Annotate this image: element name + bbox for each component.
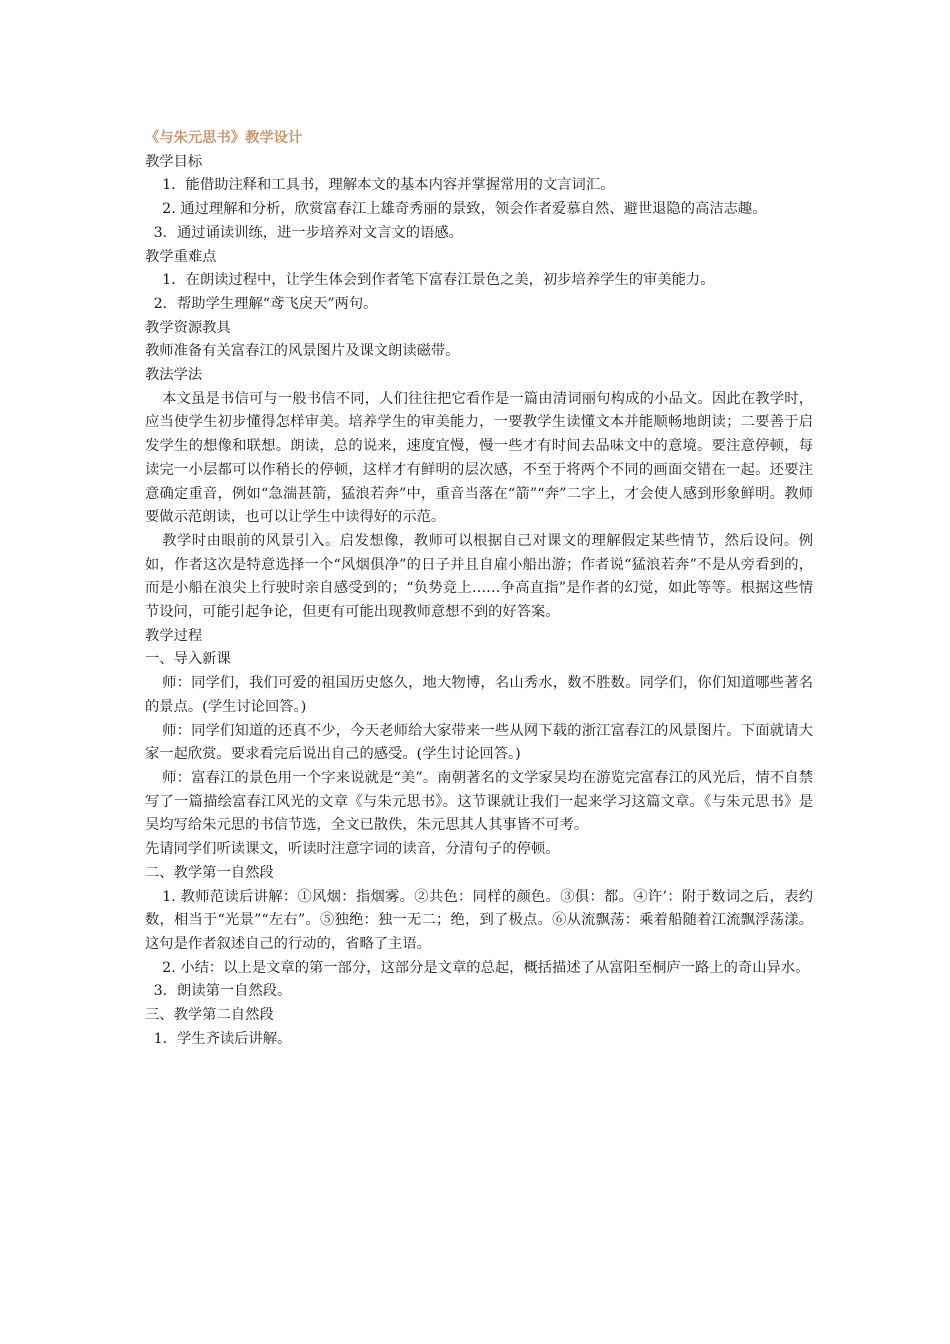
heading-process: 教学过程: [145, 627, 203, 644]
goal-item-3: 3．通过诵读训练，进一步培养对文言文的语感。: [153, 224, 463, 241]
section-3-paragraph-1: 1．学生齐读后讲解。: [153, 1030, 292, 1047]
section-2-paragraph-1: 1. 教师范读后讲解：①风烟：指烟雾。②共色：同样的颜色。③俱：都。④许’：附于数词之后，表约数，相当于“光景”“左右”。⑤独绝：独一无二；绝，到了极点。⑥从流飘荡：乘着船随着江流飘浮荡漾。这句是作者叙述自己的行动的，省略了主语。: [145, 888, 813, 952]
heading-key-points: 教学重难点: [145, 248, 217, 265]
document-title: 《与朱元思书》教学设计: [145, 130, 303, 146]
section-2-paragraph-2: 2. 小结：以上是文章的第一部分，这部分是文章的总起，概括描述了从富阳至桐庐一路上的奇山异水。: [162, 959, 810, 976]
methods-paragraph-2: 教学时由眼前的风景引入。启发想像，教师可以根据自己对课文的理解假定某些情节，然后设问。例如，作者这次是特意选择一个“风烟俱净”的日子并且自雇小船出游；作者说“猛浪若奔”不是从旁看到的，而是小船在浪尖上行驶时亲自感受到的；“负势竞上……争高直指”是作者的幻觉，如此等等。根据这些情节设问，可能引起争论，但更有可能出现教师意想不到的好答案。: [145, 532, 813, 621]
section-1-paragraph-2: 师：同学们知道的还真不少，今天老师给大家带来一些从网下载的浙江富春江的风景图片。下面就请大家一起欣赏。要求看完后说出自己的感受。(学生讨论回答。): [145, 722, 813, 763]
section-2-paragraph-3: 3．朗读第一自然段。: [153, 983, 292, 1000]
section-1-paragraph-3: 师：富春江的景色用一个字来说就是“美”。南朝著名的文学家吴均在游览完富春江的风光后，情不自禁写了一篇描绘富春江风光的文章《与朱元思书》。这节课就让我们一起来学习这篇文章。《与朱元思书》是吴均写给朱元思的书信节选，全文已散佚，朱元思其人其事皆不可考。: [145, 769, 813, 834]
goal-item-2: 2. 通过理解和分析，欣赏富春江上雄奇秀丽的景致，领会作者爱慕自然、避世退隐的高洁志趣。: [162, 201, 767, 218]
resources-text: 教师准备有关富春江的风景图片及课文朗读磁带。: [145, 343, 460, 360]
section-3-title: 三、教学第二自然段: [145, 1007, 274, 1024]
heading-goals: 教学目标: [145, 153, 203, 170]
key-point-2: 2．帮助学生理解“鸢飞戾天”两句。: [153, 295, 378, 312]
methods-paragraph-1: 本文虽是书信可与一般书信不同，人们往往把它看作是一篇由清词丽句构成的小品文。因此在教学时，应当使学生初步懂得怎样审美。培养学生的审美能力，一要教学生读懂文本并能顺畅地朗读；二要善于启发学生的想像和联想。朗读，总的说来，速度宜慢，慢一些才有时间去品味文中的意境。要注意停顿，每读完一小层都可以作稍长的停顿，这样才有鲜明的层次感，不至于将两个不同的画面交错在一起。还要注意确定重音，例如“急湍甚箭，猛浪若奔”中，重音当落在“箭”“奔”二字上，才会使人感到形象鲜明。教师要做示范朗读，也可以让学生中读得好的示范。: [145, 390, 813, 526]
section-2-title: 二、教学第一自然段: [145, 864, 274, 881]
section-1-title: 一、导入新课: [145, 651, 231, 668]
section-1-paragraph-1: 师：同学们，我们可爱的祖国历史悠久，地大物博，名山秀水，数不胜数。同学们，你们知道哪些著名的景点。(学生讨论回答。): [145, 675, 813, 715]
key-point-1: 1．在朗读过程中，让学生体会到作者笔下富春江景色之美，初步培养学生的审美能力。: [162, 272, 715, 289]
document-body: [145, 127, 813, 1051]
heading-resources: 教学资源教具: [145, 319, 231, 336]
heading-methods: 教法学法: [145, 367, 203, 384]
section-1-paragraph-4: 先请同学们听读课文，听读时注意字词的读音，分清句子的停顿。: [145, 841, 560, 858]
goal-item-1: 1．能借助注释和工具书，理解本文的基本内容并掌握常用的文言词汇。: [162, 177, 615, 194]
